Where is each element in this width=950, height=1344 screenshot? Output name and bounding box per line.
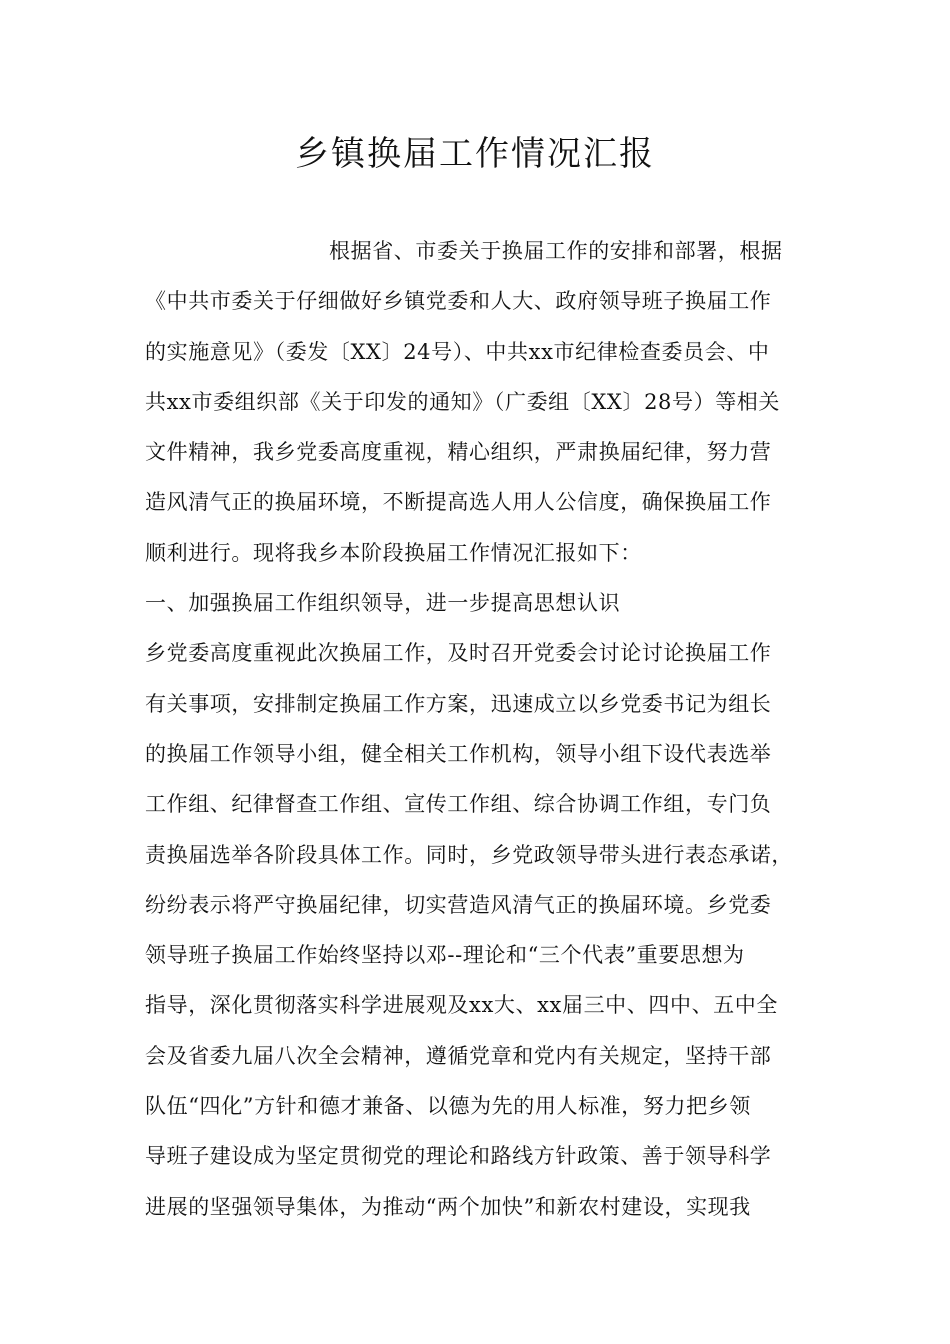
paragraph-line: 有关事项，安排制定换届工作方案，迅速成立以乡党委书记为组长 (145, 691, 772, 716)
paragraph-line: 《中共市委关于仔细做好乡镇党委和人大、政府领导班子换届工作 (145, 289, 772, 314)
document-body (145, 226, 825, 1232)
paragraph-line: 会及省委九届八次全会精神，遵循党章和党内有关规定，坚持干部 (145, 1043, 772, 1068)
paragraph-line: 文件精神，我乡党委高度重视，精心组织，严肃换届纪律，努力营 (145, 440, 772, 465)
paragraph-line: 共xx市委组织部《关于印发的通知》（广委组〔XX〕28号）等相关 (145, 389, 781, 414)
paragraph-line: 领导班子换届工作始终坚持以邓--理论和“三个代表”重要思想为 (145, 943, 745, 968)
paragraph-line: 导班子建设成为坚定贯彻党的理论和路线方针政策、善于领导科学 (145, 1144, 772, 1169)
paragraph-line: 根据省、市委关于换届工作的安排和部署，根据 (329, 239, 783, 263)
paragraph-line: 指导，深化贯彻落实科学进展观及xx大、xx届三中、四中、五中全 (145, 993, 778, 1018)
paragraph-line: 乡党委高度重视此次换届工作，及时召开党委会讨论讨论换届工作 (145, 641, 772, 666)
document-title: 乡镇换届工作情况汇报 (295, 134, 655, 174)
paragraph-line: 进展的坚强领导集体，为推动“两个加快”和新农村建设，实现我 (145, 1194, 751, 1219)
section-heading: 一、加强换届工作组织领导，进一步提高思想认识 (145, 591, 621, 616)
paragraph-line: 队伍“四化”方针和德才兼备、以德为先的用人标准，努力把乡领 (145, 1094, 751, 1119)
paragraph-line: 责换届选举各阶段具体工作。同时，乡党政领导带头进行表态承诺， (145, 842, 793, 867)
paragraph-line: 顺利进行。现将我乡本阶段换届工作情况汇报如下： (145, 540, 642, 565)
paragraph-line: 的换届工作领导小组，健全相关工作机构，领导小组下设代表选举 (145, 741, 772, 766)
paragraph-line: 工作组、纪律督查工作组、宣传工作组、综合协调工作组，专门负 (145, 792, 772, 817)
paragraph-line: 造风清气正的换届环境，不断提高选人用人公信度，确保换届工作 (145, 490, 772, 515)
paragraph-line: 的实施意见》（委发〔XX〕24号）、中共xx市纪律检查委员会、中 (145, 339, 770, 364)
paragraph-line: 纷纷表示将严守换届纪律，切实营造风清气正的换届环境。乡党委 (145, 892, 772, 917)
